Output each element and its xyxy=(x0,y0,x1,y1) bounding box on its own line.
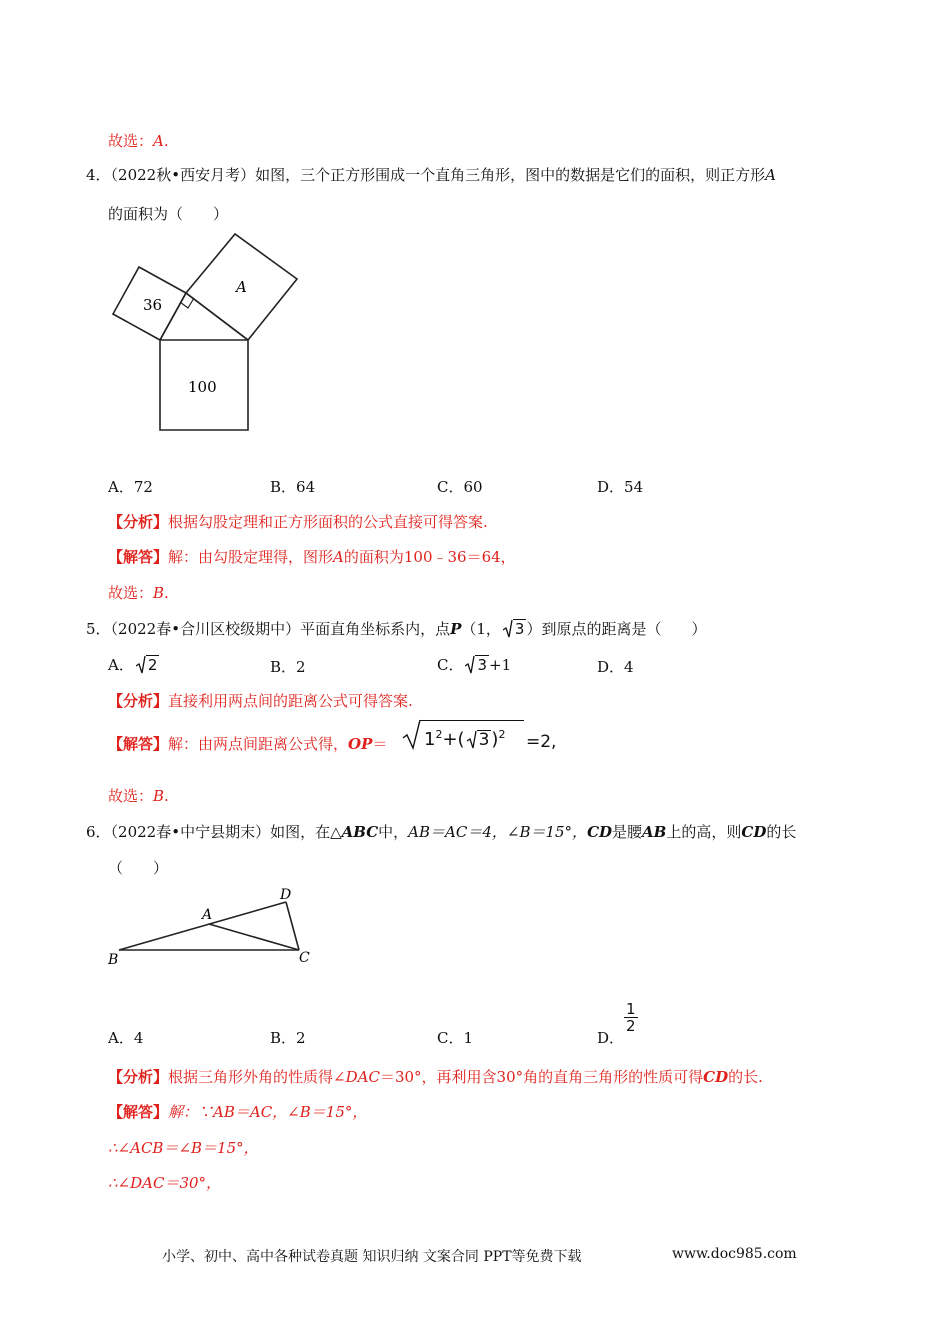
q6-option-a[interactable]: A．4 xyxy=(108,1029,144,1047)
q6-option-d[interactable]: D． xyxy=(597,1029,625,1047)
q6-analysis: 【分析】根据三角形外角的性质得∠DAC＝30°，再利用含30°角的直角三角形的性质可得CD的长. xyxy=(108,1068,763,1086)
previous-answer: 故选：A. xyxy=(108,132,169,150)
q4-label-36: 36 xyxy=(143,296,163,314)
q4-squares-figure xyxy=(100,228,310,438)
q5-analysis: 【分析】直接利用两点间的距离公式可得答案. xyxy=(108,692,413,710)
q6-label-d: D xyxy=(280,887,292,903)
q5-stem: 5．（2022春•合川区校级期中）平面直角坐标系内，点P（1， 3 ）到原点的距离是（ ） xyxy=(86,620,707,638)
q4-stem-line1: 4．（2022秋•西安月考）如图，三个正方形围成一个直角三角形，图中的数据是它们的面积，则正方形A xyxy=(86,166,776,184)
q6-stem-line1: 6．（2022春•中宁县期末）如图，在△ABC中，AB＝AC＝4，∠B＝15°，CD是腰AB上的高，则CD的长 xyxy=(86,823,797,841)
q6-solution: 【解答】解：∵AB＝AC，∠B＝15°， xyxy=(108,1103,368,1121)
q5-choose: 故选：B. xyxy=(108,787,169,805)
footer-text: 小学、初中、高中各种试卷真题 知识归纳 文案合同 PPT等免费下载 xyxy=(162,1249,582,1265)
q5-option-b[interactable]: B．2 xyxy=(270,658,306,676)
q4-option-c[interactable]: C．60 xyxy=(437,478,483,496)
q4-label-100: 100 xyxy=(188,378,217,396)
q5-option-d[interactable]: D．4 xyxy=(597,658,634,676)
q5-option-c[interactable]: C． 3 +1 xyxy=(437,656,512,674)
q5-solution: 【解答】解：由两点间距离公式得，OP＝ xyxy=(108,735,388,753)
q6-solution-line2: ∴∠ACB＝∠B＝15°， xyxy=(108,1139,259,1157)
q4-option-d[interactable]: D．54 xyxy=(597,478,644,496)
q6-triangle-figure xyxy=(100,880,330,975)
q6-label-c: C xyxy=(299,950,310,966)
q6-option-c[interactable]: C．1 xyxy=(437,1029,474,1047)
q4-choose: 故选：B. xyxy=(108,584,169,602)
q6-label-a: A xyxy=(202,907,213,923)
q6-solution-line3: ∴∠DAC＝30°， xyxy=(108,1174,222,1192)
q6-label-b: B xyxy=(108,952,119,968)
q4-label-a: A xyxy=(236,278,247,296)
q4-option-b[interactable]: B．64 xyxy=(270,478,316,496)
footer-url[interactable]: www.doc985.com xyxy=(672,1246,797,1262)
q6-option-b[interactable]: B．2 xyxy=(270,1029,306,1047)
q5-option-a[interactable]: A． 2 xyxy=(108,656,158,674)
q4-solution: 【解答】解：由勾股定理得，图形A的面积为100﹣36＝64， xyxy=(108,548,516,566)
q4-option-a[interactable]: A．72 xyxy=(108,478,153,496)
q4-stem-line2: 的面积为（ ） xyxy=(108,205,229,223)
q4-analysis: 【分析】根据勾股定理和正方形面积的公式直接可得答案. xyxy=(108,513,488,531)
q6-option-d-fraction: $\frac{1}{2}$ xyxy=(626,1000,636,1035)
q6-stem-line2: （ ） xyxy=(108,859,169,877)
